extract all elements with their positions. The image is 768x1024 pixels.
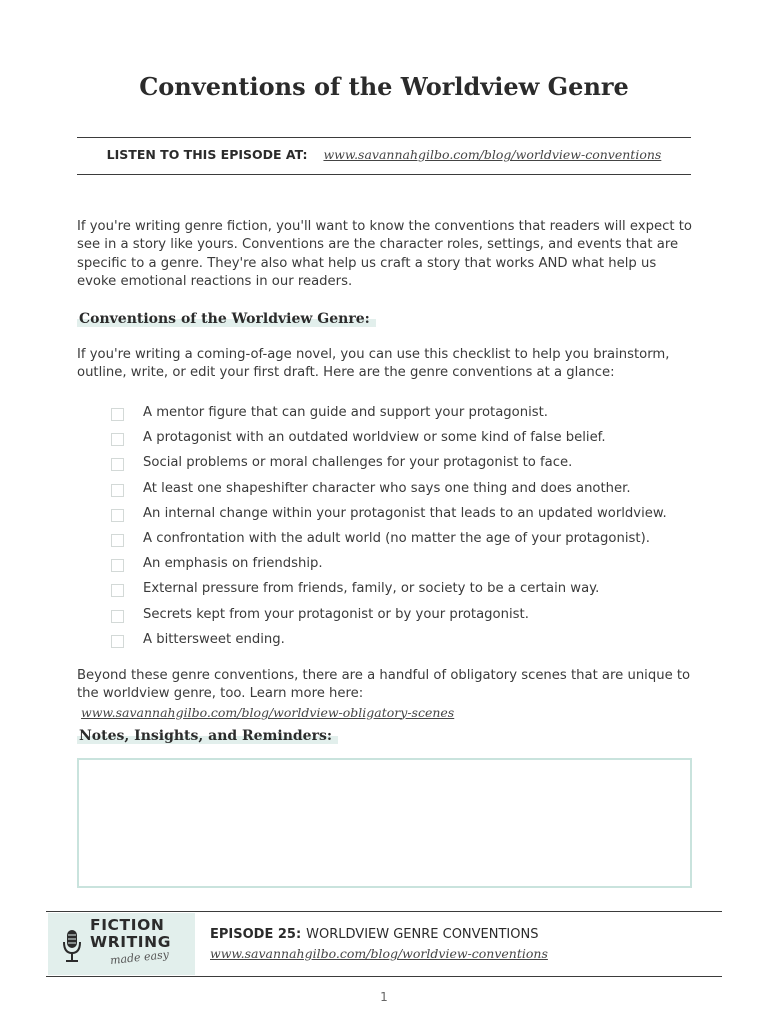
microphone-icon [62,929,82,963]
logo-line-1: FICTION [90,916,165,934]
checkbox[interactable] [111,433,124,446]
footer-episode-link[interactable]: www.savannahgilbo.com/blog/worldview-conventions [210,946,548,961]
checklist-item [111,476,667,501]
checklist-item [111,576,667,601]
checklist-item-label: At least one shapeshifter character who says one thing and does another. [143,480,631,496]
conventions-heading: Conventions of the Worldview Genre: [77,311,376,327]
page-title: Conventions of the Worldview Genre [139,72,629,101]
beyond-paragraph [77,667,697,723]
checkbox[interactable] [111,534,124,547]
logo-line-2: WRITING [90,933,172,951]
checkbox[interactable] [111,484,124,497]
checkbox[interactable] [111,635,124,648]
checklist-item-label: An emphasis on friendship. [143,556,323,572]
footer-divider-top [46,911,722,912]
logo-script: made easy [109,947,170,968]
footer-divider-bottom [46,976,722,977]
logo-wordmark [90,917,171,951]
checklist-item-label: A protagonist with an outdated worldview or some kind of false belief. [143,430,606,446]
episode-info [210,927,538,942]
checkbox[interactable] [111,509,124,522]
checklist-item [111,400,667,425]
checklist-item-label: An internal change within your protagonist that leads to an updated worldview. [143,505,667,521]
checkbox[interactable] [111,584,124,597]
checkbox[interactable] [111,610,124,623]
checklist-item-label: A mentor figure that can guide and support your protagonist. [143,405,548,421]
checklist-item [111,501,667,526]
checkbox[interactable] [111,408,124,421]
checkbox[interactable] [111,458,124,471]
notes-heading: Notes, Insights, and Reminders: [77,728,338,744]
checklist-item-label: External pressure from friends, family, or society to be a certain way. [143,581,600,597]
checklist-intro: If you're writing a coming-of-age novel, you can use this checklist to help you brainstorm, outline, write, or edit your first draft. Here are the genre conventions at a glance: [77,347,670,381]
notes-box[interactable] [77,758,692,888]
page-number: 1 [380,990,388,1004]
listen-label: LISTEN TO THIS EPISODE AT: [106,147,308,162]
conventions-checklist [111,400,667,652]
checklist-item [111,627,667,652]
obligatory-scenes-link[interactable]: www.savannahgilbo.com/blog/worldview-obligatory-scenes [81,704,455,720]
episode-label: EPISODE 25: [210,927,302,942]
checklist-item [111,602,667,627]
checklist-item [111,526,667,551]
checklist-item [111,425,667,450]
episode-title: WORLDVIEW GENRE CONVENTIONS [306,927,539,942]
checklist-item [111,551,667,576]
divider-top [77,137,691,138]
divider-bottom [77,174,691,175]
listen-row [77,147,691,162]
podcast-logo [48,913,195,975]
checklist-item-label: A confrontation with the adult world (no matter the age of your protagonist). [143,531,650,547]
checklist-item-label: Social problems or moral challenges for your protagonist to face. [143,455,573,471]
intro-paragraph: If you're writing genre fiction, you'll want to know the conventions that readers will expect to see in a story like yours. Conventions are the character roles, settings, and events that are specific to a genre. They're also what help us craft a story that works AND what help us evoke emotional reactions in our readers. [77,219,692,289]
checklist-item-label: A bittersweet ending. [143,631,285,647]
checklist-item [111,450,667,475]
checklist-item-label: Secrets kept from your protagonist or by your protagonist. [143,606,529,622]
beyond-text: Beyond these genre conventions, there are a handful of obligatory scenes that are unique to the worldview genre, too. Learn more here: [77,668,691,702]
episode-link[interactable]: www.savannahgilbo.com/blog/worldview-conventions [323,147,662,162]
checkbox[interactable] [111,559,124,572]
